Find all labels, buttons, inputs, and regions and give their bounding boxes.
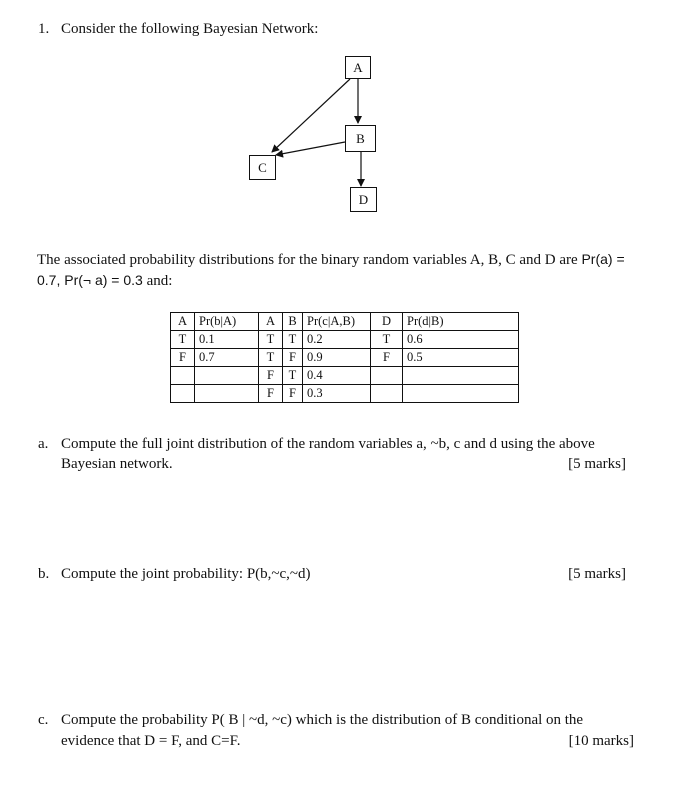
table-cell: 0.6 xyxy=(403,331,519,349)
distributions-line-2-sans: 0.7, Pr(¬ a) = 0.3 xyxy=(37,272,143,288)
table-row xyxy=(171,331,519,349)
table-header-cell: Pr(c|A,B) xyxy=(303,313,371,331)
table-cell: T xyxy=(283,331,303,349)
table-cell: F xyxy=(283,349,303,367)
table-header-cell: D xyxy=(371,313,403,331)
table-cell: 0.4 xyxy=(303,367,371,385)
distributions-line-1-serif: The associated probability distributions for the binary random variables A, B, C and D are xyxy=(37,252,582,268)
table-cell: T xyxy=(283,367,303,385)
table-cell: F xyxy=(259,367,283,385)
table-cell xyxy=(403,385,519,403)
table-cell: F xyxy=(283,385,303,403)
table-cell xyxy=(371,385,403,403)
table-cell: T xyxy=(259,331,283,349)
node-d: D xyxy=(350,187,377,212)
table-header-cell: A xyxy=(259,313,283,331)
table-row xyxy=(171,349,519,367)
part-b-label: b. xyxy=(38,566,50,582)
table-cell xyxy=(371,367,403,385)
part-a-marks: [5 marks] xyxy=(568,456,626,472)
edge-b-c xyxy=(276,142,345,155)
distributions-line-2-serif: and: xyxy=(142,273,173,289)
table-header-cell: A xyxy=(171,313,195,331)
table-cell: F xyxy=(259,385,283,403)
table-header-row xyxy=(171,313,519,331)
cpt-table xyxy=(170,312,519,403)
table-cell: T xyxy=(259,349,283,367)
distributions-line-2 xyxy=(37,272,172,290)
table-cell: 0.9 xyxy=(303,349,371,367)
part-b-text: Compute the joint probability: P(b,~c,~d) xyxy=(61,566,311,582)
node-b: B xyxy=(345,125,376,152)
distributions-line-1 xyxy=(37,251,625,269)
table-header-cell: Pr(b|A) xyxy=(195,313,259,331)
table-header-cell: B xyxy=(283,313,303,331)
table-cell: 0.5 xyxy=(403,349,519,367)
question-number: 1. xyxy=(38,21,50,37)
part-c-line-2: evidence that D = F, and C=F. xyxy=(61,733,241,749)
distributions-line-1-sans: Pr(a) = xyxy=(581,251,625,267)
table-cell xyxy=(195,385,259,403)
part-a-line-1: Compute the full joint distribution of the random variables a, ~b, c and d using the above xyxy=(61,436,595,452)
table-cell: F xyxy=(371,349,403,367)
part-c-label: c. xyxy=(38,712,49,728)
table-cell xyxy=(171,385,195,403)
part-c-marks: [10 marks] xyxy=(568,733,634,749)
table-cell: 0.7 xyxy=(195,349,259,367)
table-cell: 0.2 xyxy=(303,331,371,349)
table-cell xyxy=(171,367,195,385)
table-cell xyxy=(195,367,259,385)
table-cell: 0.3 xyxy=(303,385,371,403)
table-row xyxy=(171,367,519,385)
table-cell xyxy=(403,367,519,385)
part-a-label: a. xyxy=(38,436,49,452)
table-cell: T xyxy=(371,331,403,349)
table-cell: 0.1 xyxy=(195,331,259,349)
node-c: C xyxy=(249,155,276,180)
part-a-line-2: Bayesian network. xyxy=(61,456,173,472)
node-a: A xyxy=(345,56,371,79)
part-c-line-1: Compute the probability P( B | ~d, ~c) which is the distribution of B conditional on the xyxy=(61,712,584,728)
table-header-cell: Pr(d|B) xyxy=(403,313,519,331)
table-cell: T xyxy=(171,331,195,349)
question-prompt: Consider the following Bayesian Network: xyxy=(61,21,319,37)
table-row xyxy=(171,385,519,403)
part-b-marks: [5 marks] xyxy=(568,566,626,582)
table-cell: F xyxy=(171,349,195,367)
edge-a-c xyxy=(272,79,350,152)
